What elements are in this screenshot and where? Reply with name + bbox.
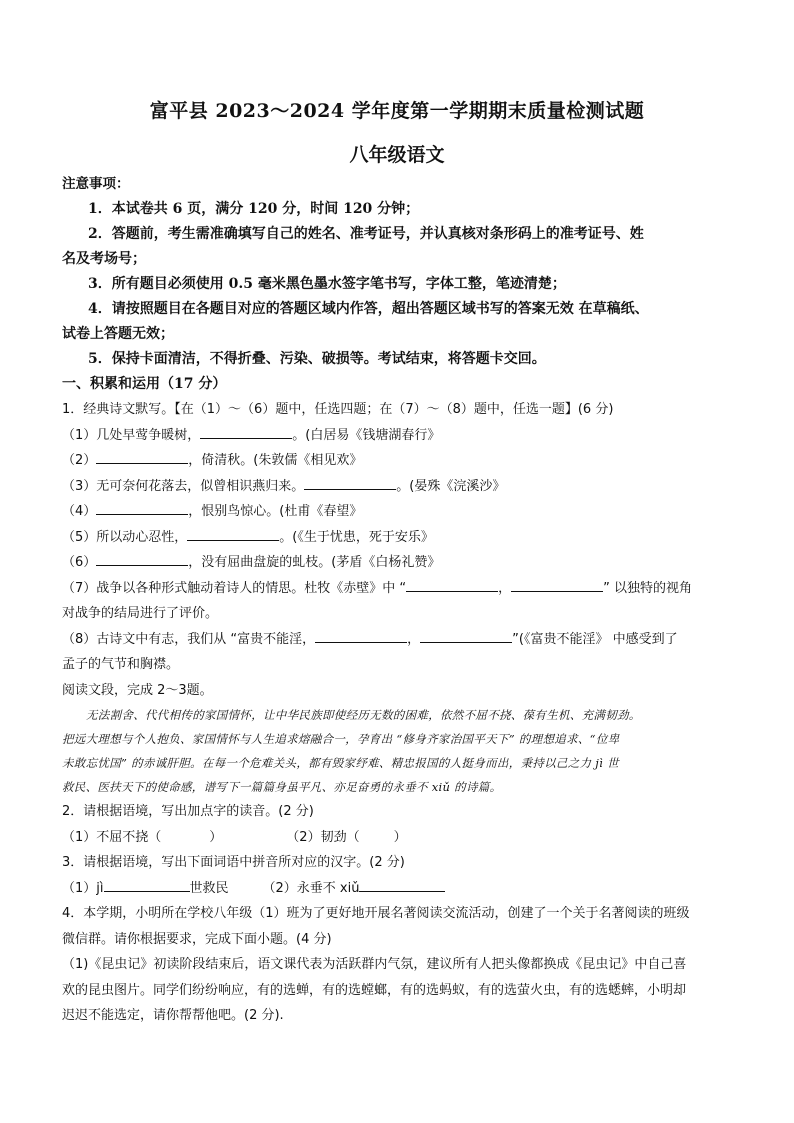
answer-blank[interactable] [96, 449, 188, 464]
notice-list [62, 197, 734, 372]
question-3-stem: 3．请根据语境，写出下面词语中拼音所对应的汉字。(2 分) [62, 855, 405, 870]
exam-title: 富平县 2023～2024 学年度第一学期期末质量检测试题 [149, 100, 645, 122]
passage-line-2: 把远大理想与个人抱负、家国情怀与人生追求熔融合一，孕育出 “修身齐家治国平天下” 的理想追求、“位卑 [62, 732, 620, 746]
question-4-stem-cont: 微信群。请你根据要求，完成下面小题。(4 分) [62, 931, 332, 947]
q4-sub-1: （1)《昆虫记》初读阶段结束后，语文课代表为活跃群内气氛，建议所有人把头像都换成《昆虫记》中自己喜 [62, 957, 687, 972]
notice-item-4: 4．请按照题目在各题目对应的答题区域内作答，超出答题区域书写的答案无效 在草稿纸、 [88, 301, 649, 317]
answer-blank[interactable] [104, 877, 190, 892]
q2-items: （1）不屈不挠（ ） （2）韧劲（ ） [62, 829, 407, 845]
answer-blank[interactable] [96, 500, 188, 515]
q1-item-6: （6） ，没有屈曲盘旋的虬枝。(茅盾《白杨礼赞》 [62, 550, 734, 576]
q3-items: （1）jì 世救民 （2）永垂不 xiǔ [62, 876, 734, 902]
notice-item-3: 3．所有题目必须使用 0.5 毫米黑色墨水签字笔书写，字体工整，笔迹清楚； [88, 276, 566, 292]
answer-blank[interactable] [359, 877, 445, 892]
q1-item-5: （5）所以动心忍性， 。(《生于忧患，死于安乐》 [62, 525, 734, 551]
notice-item-2-cont: 名及考场号； [62, 251, 146, 267]
section-heading: 一、积累和运用（17 分） [62, 376, 227, 392]
q1-item-2: （2） ，倚清秋。(朱敦儒《相见欢》 [62, 448, 734, 474]
notice-item-2: 2．答题前，考生需准确填写自己的姓名、准考证号，并认真核对条形码上的准考证号、姓 [88, 226, 644, 242]
passage-line-1: 无法割舍、代代相传的家国情怀，让中华民族即使经历无数的困难，依然不屈不挠、葆有生机、充满韧劲。 [86, 708, 641, 722]
answer-blank[interactable] [406, 577, 498, 592]
q1-item-7-cont: 对战争的结局进行了评价。 [62, 606, 219, 621]
reading-instruction: 阅读文段，完成 2～3题。 [62, 682, 213, 698]
q1-item-1: （1）几处早莺争暖树， 。(白居易《钱塘湖春行》 [62, 423, 734, 449]
answer-blank[interactable] [315, 628, 407, 643]
q1-item-8: （8）古诗文中有志，我们从 “富贵不能淫， ， ”(《富贵不能淫》 中感受到了 [62, 627, 734, 653]
exam-content [62, 172, 734, 1029]
answer-blank[interactable] [304, 475, 396, 490]
notice-heading: 注意事项： [62, 176, 130, 192]
q1-item-7: （7）战争以各种形式触动着诗人的情思。杜牧《赤壁》中 “ ， ” 以独特的视角 [62, 576, 734, 602]
question-4-stem: 4．本学期，小明所在学校八年级（1）班为了更好地开展名著阅读交流活动，创建了一个关于名著阅读的班级 [62, 906, 690, 921]
answer-blank[interactable] [200, 424, 292, 439]
notice-item-1: 1．本试卷共 6 页，满分 120 分，时间 120 分钟； [88, 201, 420, 217]
question-2-stem: 2．请根据语境，写出加点字的读音。(2 分) [62, 804, 314, 819]
exam-subject: 八年级语文 [349, 144, 445, 166]
q1-item-3: （3）无可奈何花落去，似曾相识燕归来。 。(晏殊《浣溪沙》 [62, 474, 734, 500]
q4-sub-1-cont-1: 欢的昆虫图片。同学们纷纷响应，有的选蝉，有的选螳螂，有的选蚂蚁，有的选萤火虫，有的选蟋蟀，小明却 [62, 982, 687, 998]
answer-blank[interactable] [420, 628, 512, 643]
answer-blank[interactable] [96, 551, 188, 566]
q1-item-4: （4） ，恨别鸟惊心。(杜甫《春望》 [62, 499, 734, 525]
reading-passage [62, 703, 734, 799]
question-1-stem: 1．经典诗文默写。【在（1）～（6）题中，任选四题；在（7）～（8）题中，任选一题】(6 分) [62, 402, 614, 417]
q4-sub-1-cont-2: 迟迟不能选定，请你帮帮他吧。(2 分). [62, 1008, 284, 1023]
notice-item-5: 5．保持卡面清洁，不得折叠、污染、破损等。考试结束，将答题卡交回。 [88, 351, 546, 367]
q1-item-8-cont: 孟子的气节和胸襟。 [62, 657, 180, 672]
answer-blank[interactable] [187, 526, 279, 541]
passage-line-3: 未敢忘忧国” 的赤诚肝胆。在每一个危难关头，都有毁家纾难、精忠报国的人挺身而出，秉持以己之力 jì 世 [62, 756, 619, 770]
answer-blank[interactable] [511, 577, 603, 592]
notice-item-4-cont: 试卷上答题无效； [62, 326, 174, 342]
passage-line-4: 救民、医扶天下的使命感，谱写下一篇篇身虽平凡、亦足奋勇的永垂不 xiǔ 的诗篇。 [62, 780, 502, 794]
